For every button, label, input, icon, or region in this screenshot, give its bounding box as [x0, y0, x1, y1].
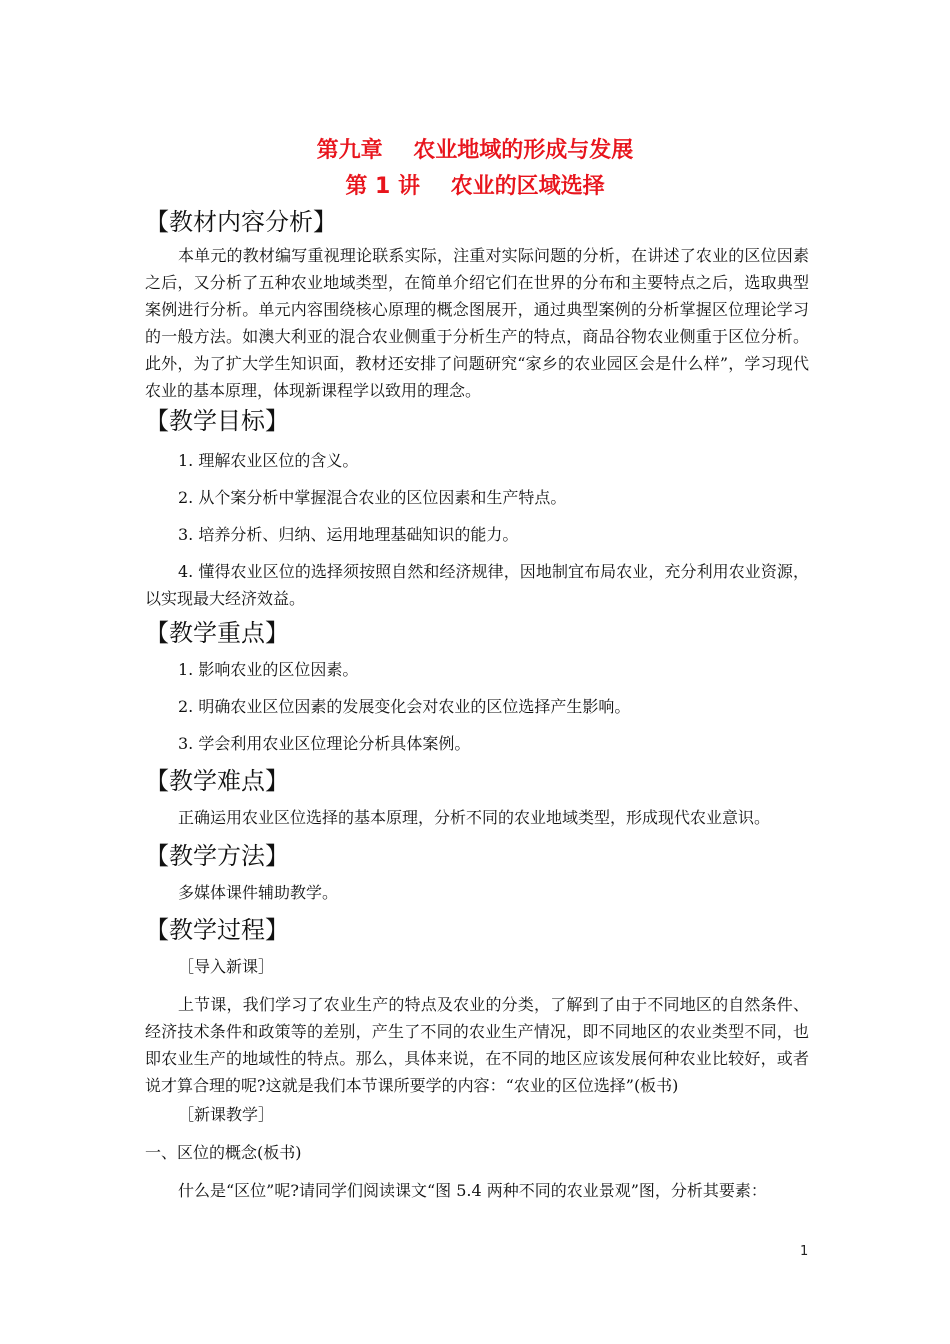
heading-process: 【教学过程】 — [145, 916, 289, 944]
heading-goals: 【教学目标】 — [145, 407, 289, 435]
keypoint-item-3: 3. 学会利用农业区位理论分析具体案例。 — [178, 734, 471, 753]
difficulties-text: 正确运用农业区位选择的基本原理，分析不同的农业地域类型，形成现代农业意识。 — [178, 808, 771, 827]
goal-item-4: 4. 懂得农业区位的选择须按照自然和经济规律，因地制宜布局农业，充分利用农业资源，以实现最大经济效益。 — [145, 562, 809, 608]
heading-keypoints: 【教学重点】 — [145, 619, 289, 647]
point-1-heading: 一、区位的概念(板书) — [145, 1143, 302, 1162]
keypoint-item-2: 2. 明确农业区位因素的发展变化会对农业的区位选择产生影响。 — [178, 697, 631, 716]
goal-item-3: 3. 培养分析、归纳、运用地理基础知识的能力。 — [178, 525, 519, 544]
lesson-title: 第 1 讲 农业的区域选择 — [345, 174, 605, 199]
heading-methods: 【教学方法】 — [145, 842, 289, 870]
question-text: 什么是“区位”呢?请同学们阅读课文“图 5.4 两种不同的农业景观”图，分析其要素： — [178, 1181, 767, 1200]
intro-paragraph: 上节课，我们学习了农业生产的特点及农业的分类，了解到了由于不同地区的自然条件、经济技术条件和政策等的差别，产生了不同的农业生产情况，即不同地区的农业类型不同，也即农业生产的地域性的特点。那么，具体来说，在不同的地区应该发展何种农业比较好，或者说才算合理的呢?这就是我们本节课所要学的内容：“农业的区位选择”(板书) — [145, 995, 809, 1095]
heading-difficulties: 【教学难点】 — [145, 767, 289, 795]
goal-item-1: 1. 理解农业区位的含义。 — [178, 451, 359, 470]
heading-analysis: 【教材内容分析】 — [145, 208, 337, 236]
analysis-paragraph: 本单元的教材编写重视理论联系实际，注重对实际问题的分析，在讲述了农业的区位因素之后，又分析了五种农业地域类型，在简单介绍它们在世界的分布和主要特点之后，选取典型案例进行分析。单元内容围绕核心原理的概念图展开，通过典型案例的分析掌握区位理论学习的一般方法。如澳大利亚的混合农业侧重于分析生产的特点，商品谷物农业侧重于区位分析。此外，为了扩大学生知识面，教材还安排了问题研究“家乡的农业园区会是什么样”，学习现代农业的基本原理，体现新课程学以致用的理念。 — [145, 246, 809, 400]
keypoint-item-1: 1. 影响农业的区位因素。 — [178, 660, 359, 679]
goal-item-2: 2. 从个案分析中掌握混合农业的区位因素和生产特点。 — [178, 488, 567, 507]
chapter-title: 第九章 农业地域的形成与发展 — [316, 138, 634, 163]
new-lesson-label: ［新课教学］ — [178, 1105, 275, 1124]
methods-text: 多媒体课件辅助教学。 — [178, 883, 339, 902]
intro-label: ［导入新课］ — [178, 957, 275, 976]
page-number: 1 — [800, 1244, 809, 1259]
